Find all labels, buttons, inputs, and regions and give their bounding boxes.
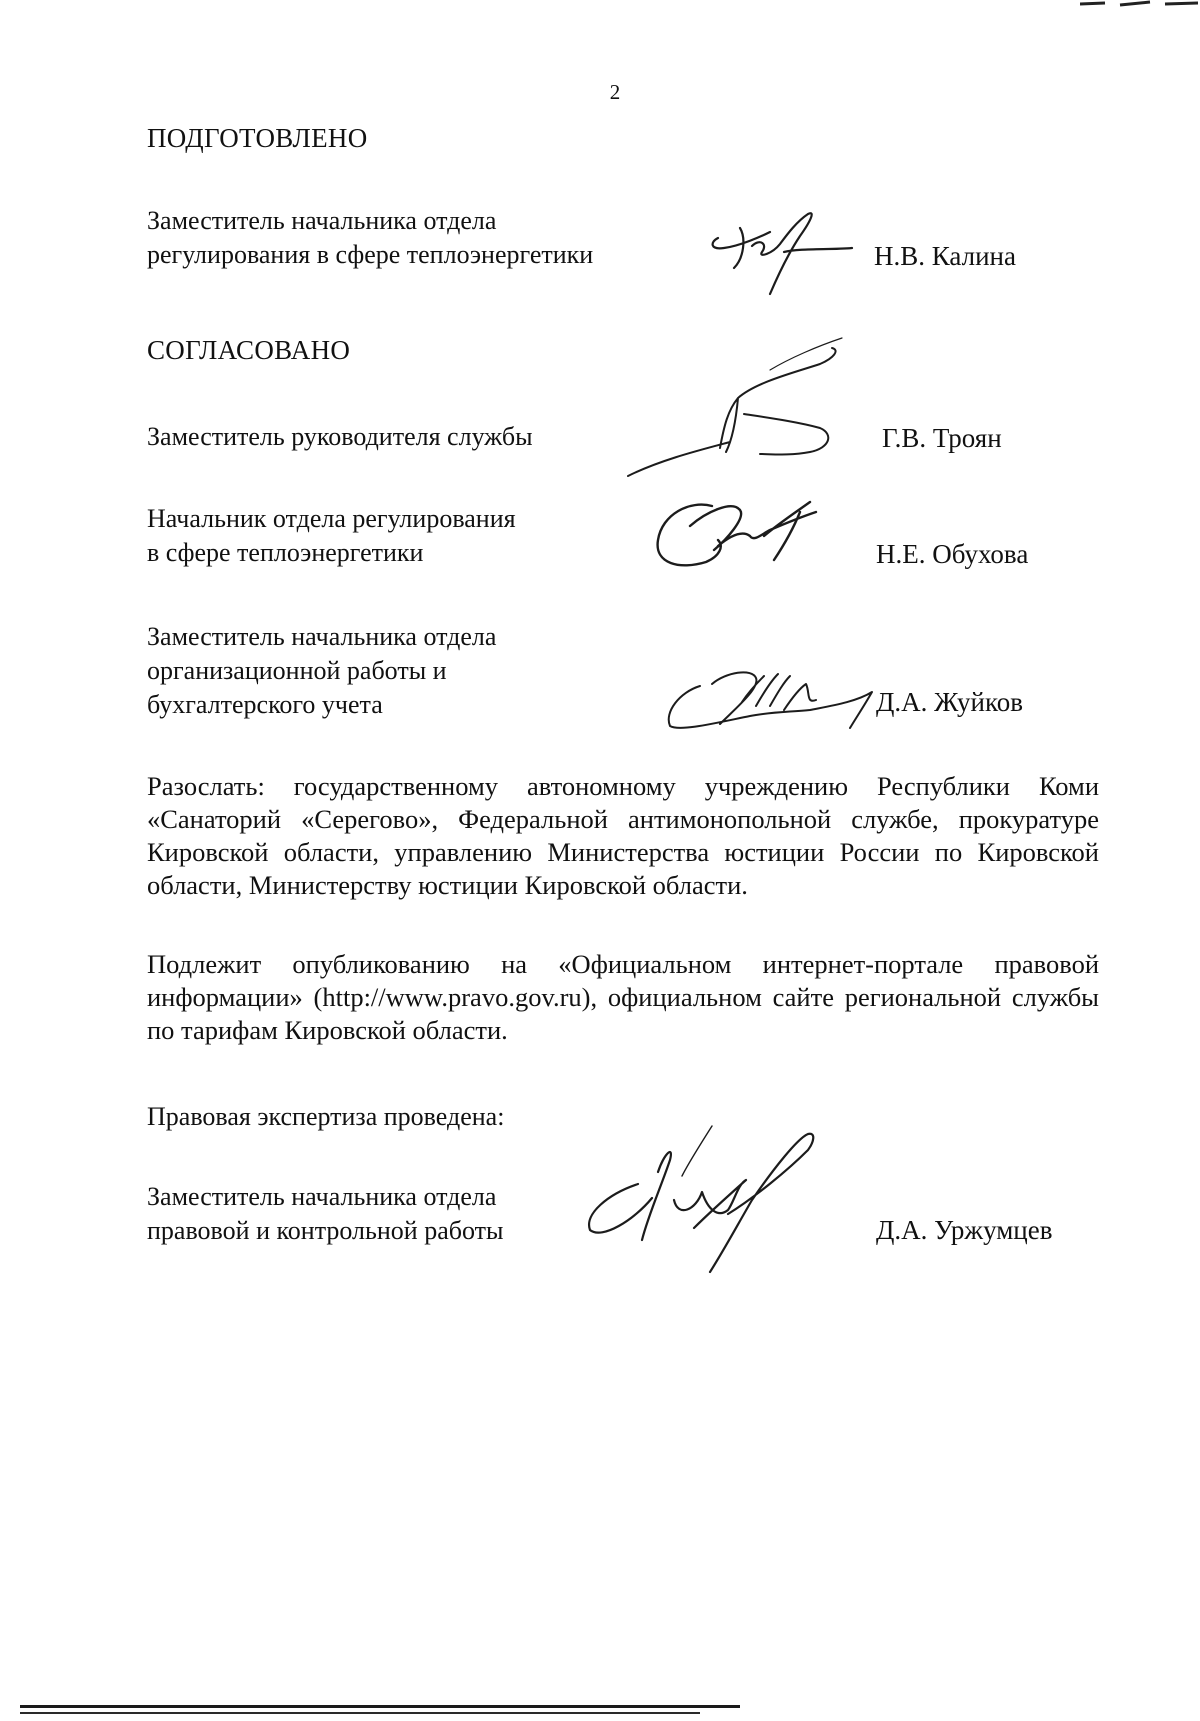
agreed-heading: СОГЛАСОВАНО [147, 335, 351, 365]
agreed-signer-2-name: Н.Е. Обухова [876, 539, 1029, 569]
agreed-signer-1-name: Г.В. Троян [882, 423, 1002, 453]
signature-zhuykov [660, 662, 880, 734]
distribution-paragraph: Разослать: государственному автономному учреждению Республики Коми «Санаторий «Серегово», Федеральной антимонопольной службе, прокуратуре Кировской области, управлению Министерства юстиции России по Кировской области, Министерству юстиции Кировской области. [147, 771, 1099, 900]
legal-review-name: Д.А. Уржумцев [876, 1215, 1053, 1245]
scan-artifact-corner [1080, 0, 1200, 8]
agreed-signer-3-position-line-1: Заместитель начальника отдела [147, 622, 497, 651]
legal-review-position-line-1: Заместитель начальника отдела [147, 1182, 497, 1211]
publication-paragraph: Подлежит опубликованию на «Официальном интернет-портале правовой информации» (http://www.pravo.gov.ru), официальном сайте региональной службы по тарифам Кировской области. [147, 949, 1099, 1045]
signature-kalina [700, 208, 860, 304]
signature-urzhumtsev [578, 1124, 838, 1274]
signature-obukhova [650, 490, 830, 576]
signature-troyan [620, 330, 860, 480]
agreed-signer-1-position: Заместитель руководителя службы [147, 422, 533, 451]
agreed-signer-3-position-line-3: бухгалтерского учета [147, 690, 383, 719]
agreed-signer-3-name: Д.А. Жуйков [876, 687, 1023, 717]
scan-artifact-bottom-line [20, 1705, 740, 1708]
scan-artifact-bottom-line-2 [20, 1712, 700, 1714]
prepared-heading: ПОДГОТОВЛЕНО [147, 123, 368, 153]
legal-review-position-line-2: правовой и контрольной работы [147, 1216, 504, 1245]
page-number: 2 [609, 80, 621, 104]
prepared-position-line-2: регулирования в сфере теплоэнергетики [147, 240, 594, 269]
agreed-signer-2-position-line-1: Начальник отдела регулирования [147, 504, 516, 533]
prepared-position-line-1: Заместитель начальника отдела [147, 206, 497, 235]
agreed-signer-3-position-line-2: организационной работы и [147, 656, 447, 685]
agreed-signer-2-position-line-2: в сфере теплоэнергетики [147, 538, 424, 567]
legal-review-heading: Правовая экспертиза проведена: [147, 1102, 505, 1131]
prepared-name: Н.В. Калина [874, 241, 1016, 271]
